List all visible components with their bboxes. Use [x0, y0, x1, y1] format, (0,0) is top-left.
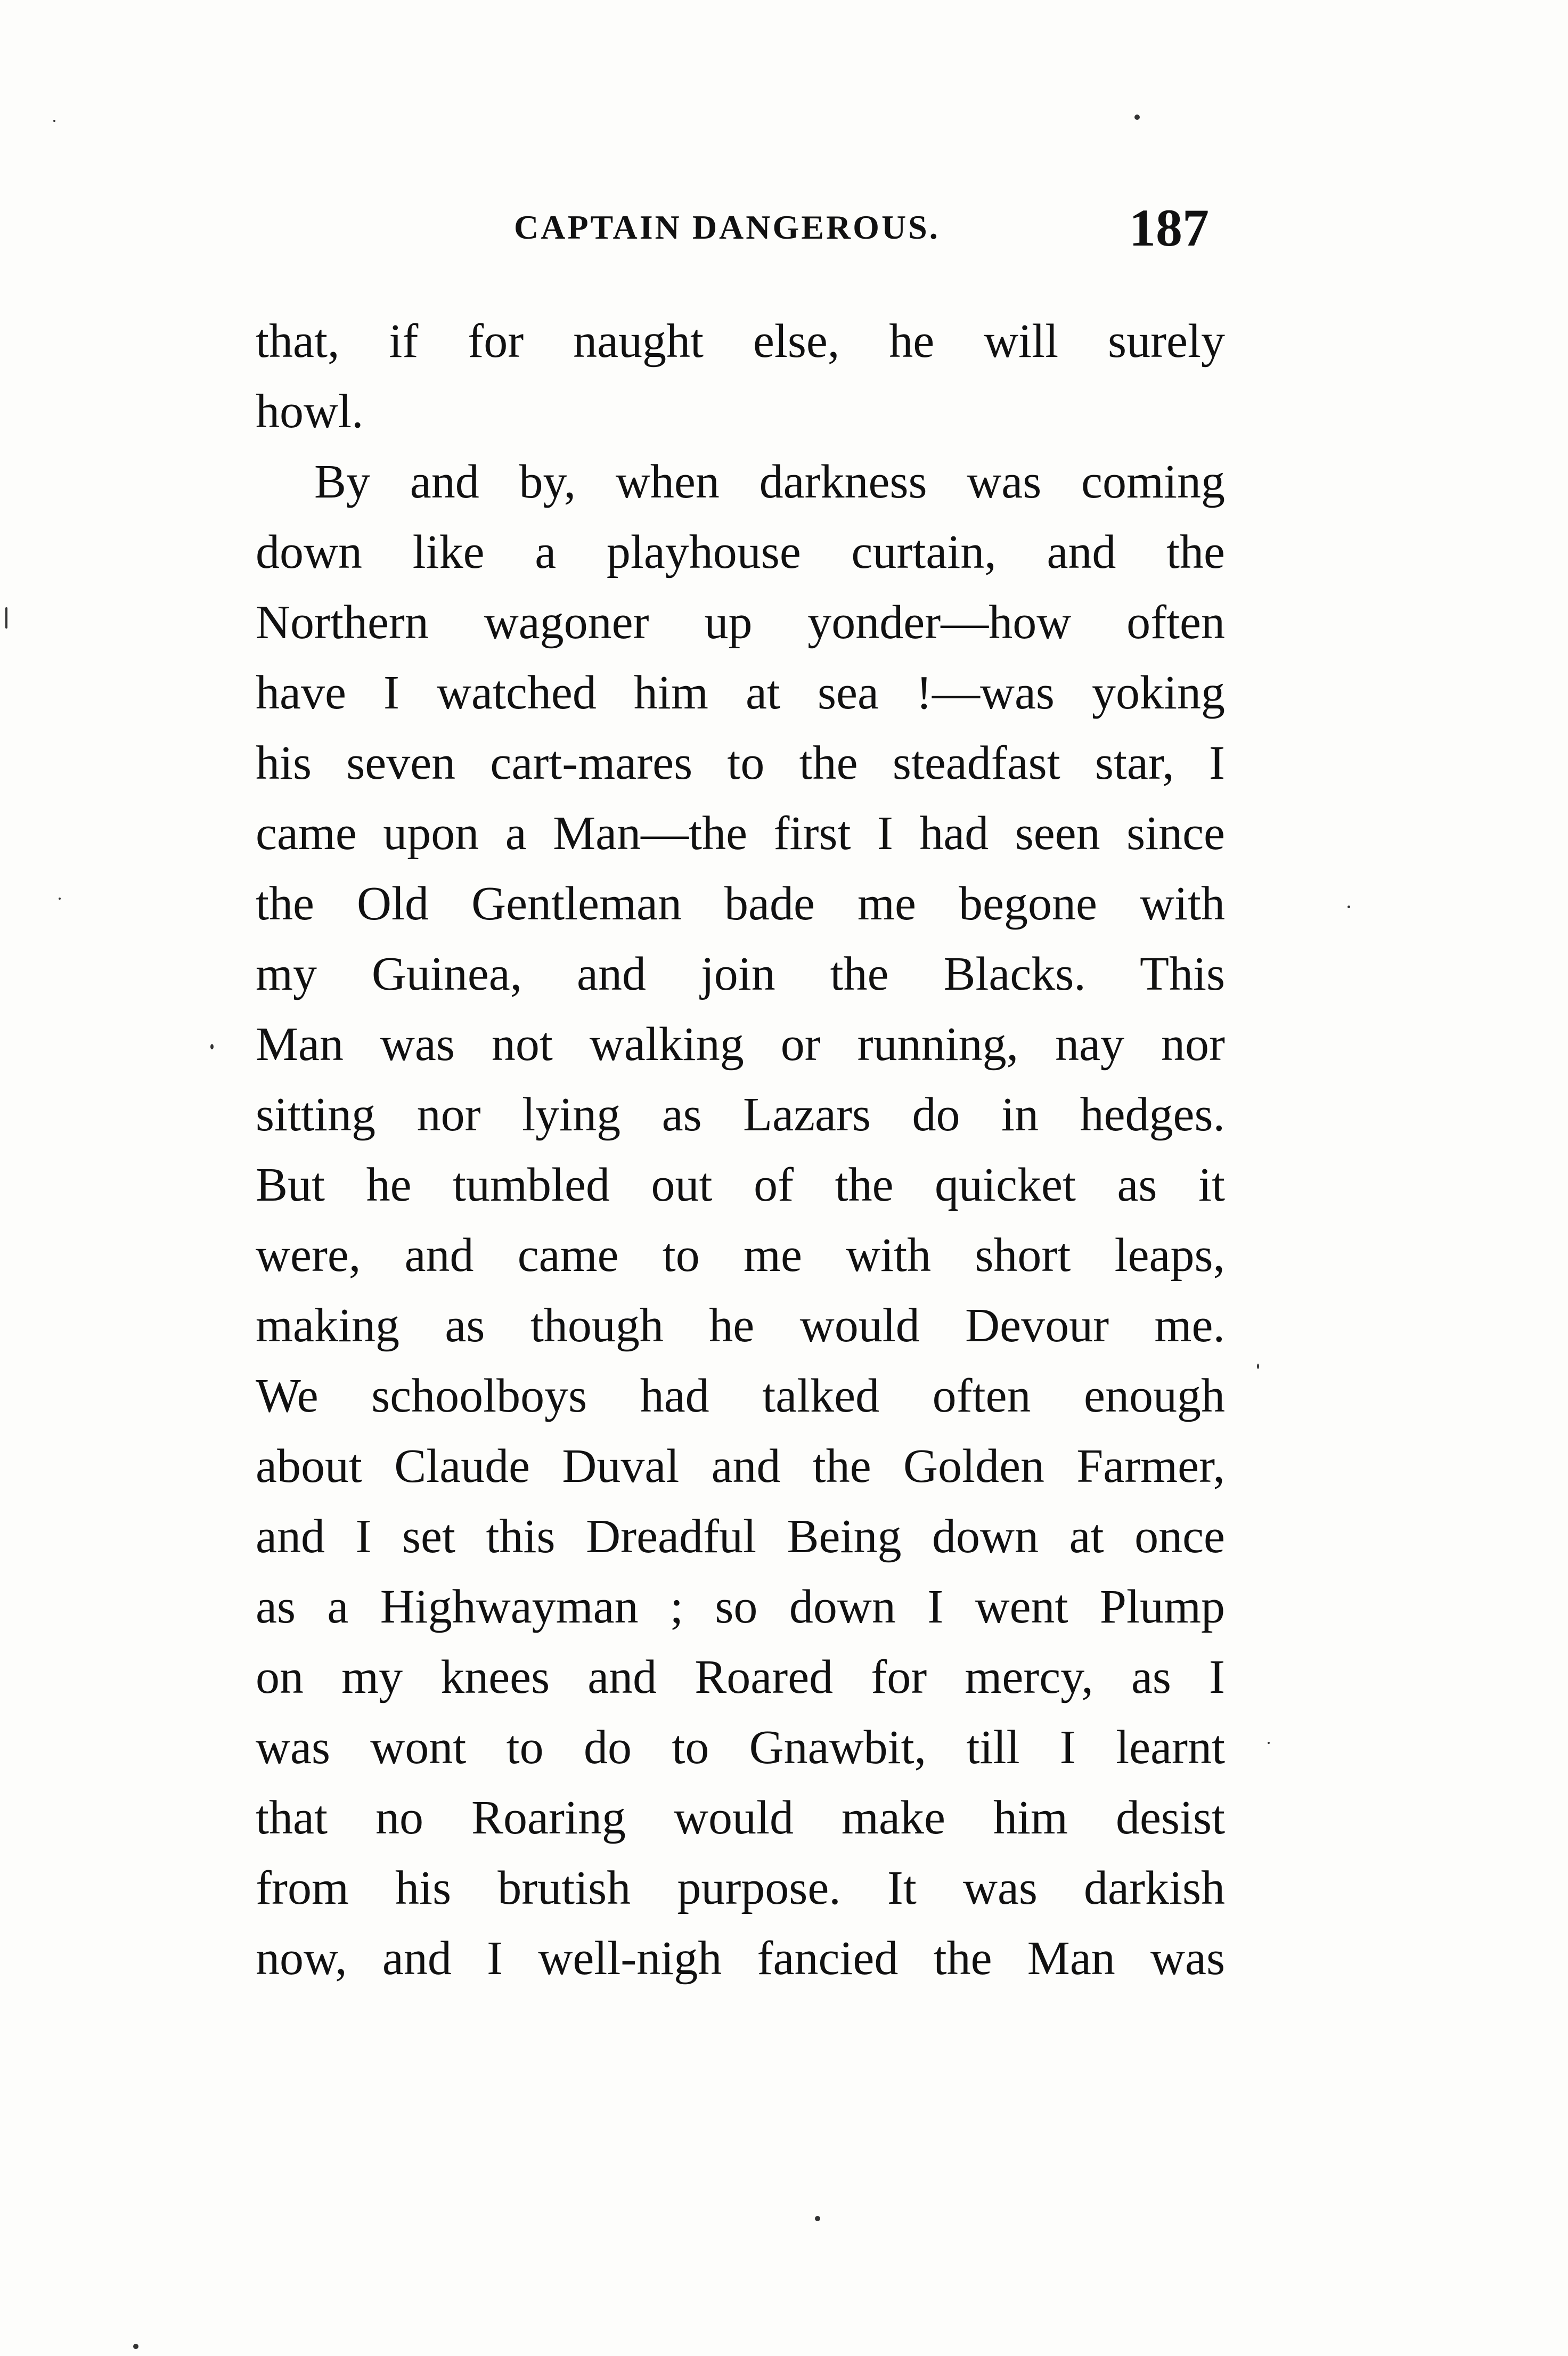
text-line: his seven cart-mares to the steadfast star, I [256, 737, 1225, 789]
text-line: from his brutish purpose. It was darkish [256, 1862, 1225, 1914]
text-line: howl. [256, 385, 364, 438]
scan-speck [5, 607, 7, 629]
text-line: But he tumbled out of the quicket as it [256, 1159, 1225, 1211]
text-line: on my knees and Roared for mercy, as I [256, 1651, 1225, 1703]
text-line: down like a playhouse curtain, and the [256, 526, 1225, 578]
text-line: Man was not walking or running, nay nor [256, 1018, 1225, 1071]
text-line: about Claude Duval and the Golden Farmer, [256, 1440, 1225, 1493]
scan-speck [1268, 1742, 1270, 1744]
text-line: was wont to do to Gnawbit, till I learnt [256, 1721, 1225, 1774]
text-line: Northern wagoner up yonder—how often [256, 596, 1225, 649]
scan-speck [1348, 906, 1350, 908]
page-number: 187 [1129, 198, 1209, 257]
text-line: that, if for naught else, he will surely [256, 315, 1225, 368]
scan-speck [1257, 1364, 1259, 1369]
text-line: my Guinea, and join the Blacks. This [256, 948, 1225, 1000]
scan-speck [815, 2216, 820, 2221]
scan-speck [133, 2344, 138, 2349]
text-line: sitting nor lying as Lazars do in hedges. [256, 1088, 1225, 1141]
scan-speck [59, 898, 61, 900]
text-line: came upon a Man—the first I had seen since [256, 807, 1225, 860]
running-title: CAPTAIN DANGEROUS. [514, 208, 940, 246]
text-line: making as though he would Devour me. [256, 1299, 1225, 1352]
body-text [256, 306, 1225, 1994]
text-line: were, and came to me with short leaps, [256, 1229, 1225, 1282]
scan-speck [210, 1044, 214, 1049]
text-line: now, and I well-nigh fancied the Man was [256, 1932, 1225, 1985]
text-line: have I watched him at sea !—was yoking [256, 666, 1225, 719]
text-line: as a Highwayman ; so down I went Plump [256, 1580, 1225, 1633]
text-line: We schoolboys had talked often enough [256, 1369, 1225, 1422]
text-line: and I set this Dreadful Being down at once [256, 1510, 1225, 1563]
scan-speck [53, 120, 55, 122]
text-line: that no Roaring would make him desist [256, 1791, 1225, 1844]
paragraph-first-line: By and by, when darkness was coming [314, 455, 1225, 508]
scan-speck [1134, 115, 1140, 120]
text-line: the Old Gentleman bade me begone with [256, 877, 1225, 930]
